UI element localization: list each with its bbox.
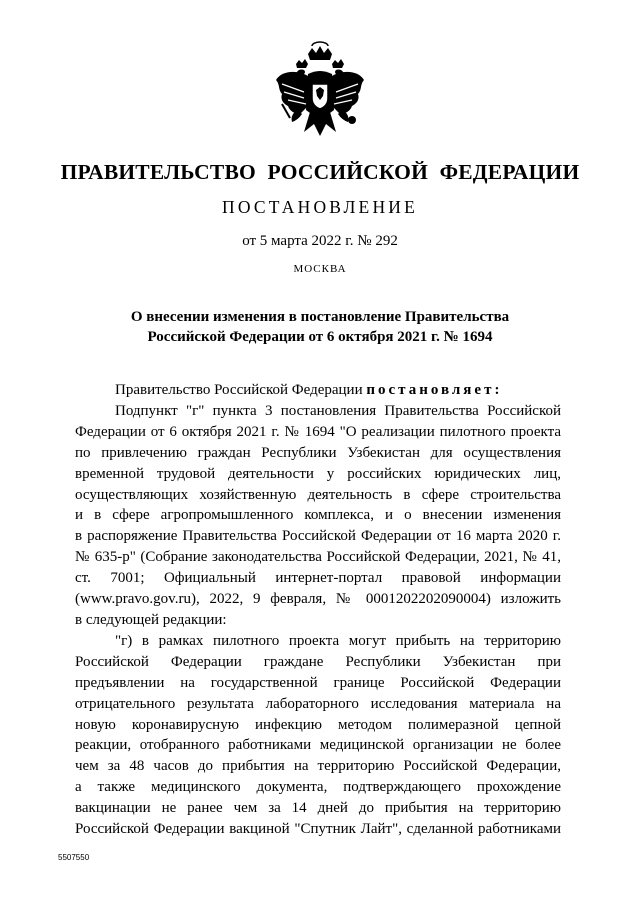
paragraph-line: в следующей редакции: <box>75 611 227 628</box>
paragraph-line: реакции, отобранного работниками медицинской организации не более <box>75 737 561 754</box>
document-body <box>75 380 561 840</box>
enacting-clause <box>75 380 561 401</box>
paragraph-line: и в сфере агропромышленного комплекса, и о внесении изменения <box>75 507 561 524</box>
paragraph-line: № 635-р" (Собрание законодательства Российской Федерации, 2021, № 41, <box>75 549 561 566</box>
city-name: МОСКВА <box>293 263 347 275</box>
paragraph-line: а также медицинского документа, подтверждающего прохождение <box>75 779 561 796</box>
paragraph-line: по привлечению граждан Республики Узбекистан для осуществления <box>75 444 561 461</box>
document-subject <box>0 307 640 347</box>
russian-coat-of-arms-icon <box>268 40 372 144</box>
paragraph-line: (www.pravo.gov.ru), 2022, 9 февраля, № 0001202202090004) изложить <box>75 591 561 608</box>
enacting-clause-emphasis: постановляет: <box>366 382 503 398</box>
subject-line: Российской Федерации от 6 октября 2021 г. № 1694 <box>147 329 493 345</box>
paragraph-line: "г) в рамках пилотного проекта могут прибыть на территорию <box>115 632 561 649</box>
document-type: ПОСТАНОВЛЕНИЕ <box>221 197 419 217</box>
document-code: 5507550 <box>58 853 90 862</box>
paragraph-line: отрицательного результата лабораторного исследования материала на <box>75 695 561 712</box>
paragraph-line: Российской Федерации граждане Республики Узбекистан при <box>75 653 561 670</box>
paragraph-line: ст. 7001; Официальный интернет-портал правовой информации <box>75 570 561 587</box>
paragraph-line: вакцинации не ранее чем за 14 дней до прибытия на территорию <box>75 800 561 817</box>
enacting-clause-text: Правительство Российской Федерации <box>115 382 367 398</box>
paragraph-line: предъявлении на государственной границе Российской Федерации <box>75 674 561 691</box>
paragraph-line: временной трудовой деятельности у российских юридических лиц, <box>75 465 561 482</box>
paragraph-line: осуществляющих хозяйственную деятельность в сфере строительства <box>75 486 561 503</box>
subject-line: О внесении изменения в постановление Правительства <box>130 309 510 325</box>
government-title: ПРАВИТЕЛЬСТВО РОССИЙСКОЙ ФЕДЕРАЦИИ <box>60 160 580 184</box>
paragraph-line: новую коронавирусную инфекцию методом полимеразной цепной <box>75 716 561 733</box>
paragraph-line: Российской Федерации вакциной "Спутник Лайт", сделанной работниками <box>75 821 561 838</box>
paragraph-line: в распоряжение Правительства Российской Федерации от 16 марта 2020 г. <box>75 528 561 545</box>
paragraph-line: Федерации от 6 октября 2021 г. № 1694 "О реализации пилотного проекта <box>75 423 561 440</box>
document-date-number: от 5 марта 2022 г. № 292 <box>242 233 398 249</box>
paragraph-line: чем за 48 часов до прибытия на территорию Российской Федерации, <box>75 758 561 775</box>
paragraph-line: Подпункт "г" пункта 3 постановления Правительства Российской <box>115 402 561 419</box>
